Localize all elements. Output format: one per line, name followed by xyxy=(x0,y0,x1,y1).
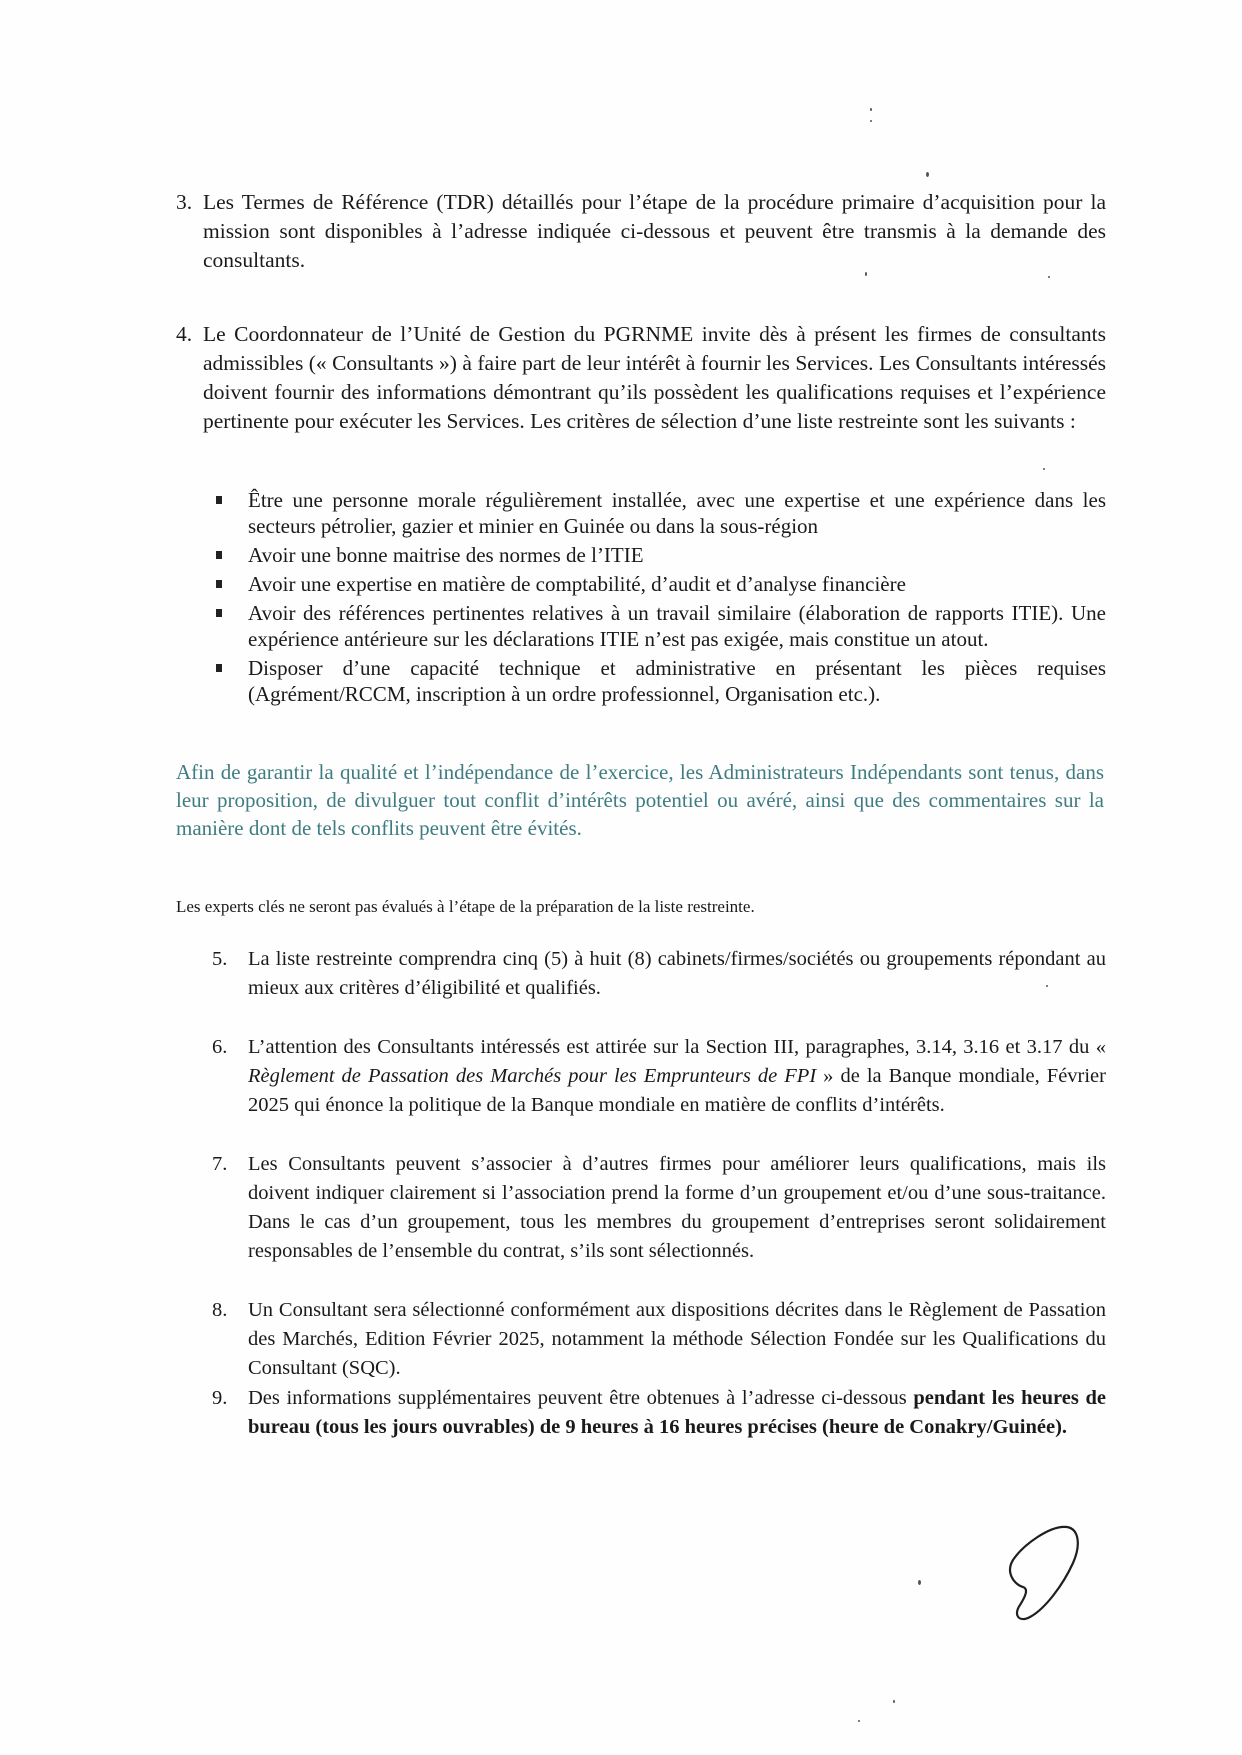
criteria-text: Avoir une expertise en matière de comptabilité, d’audit et d’analyse financière xyxy=(248,572,906,596)
scan-speck xyxy=(865,272,867,276)
bullet-square-icon xyxy=(216,551,222,559)
item-8-number: 8. xyxy=(212,1299,228,1321)
item-9-office-hours: pendant les heures de bureau (tous les jours ouvrables) de 9 heures à 16 heures précises (heure de Conakry/Guinée). xyxy=(248,1387,1106,1438)
criteria-item xyxy=(216,600,1106,652)
signature-initials xyxy=(995,1515,1095,1630)
item-9-text: Des informations supplémentaires peuvent être obtenues à l’adresse ci-dessous xyxy=(248,1387,914,1409)
criteria-text: Avoir des références pertinentes relatives à un travail similaire (élaboration de rapports ITIE). Une expérience antérieure sur les déclarations ITIE n’est pas exigée, mais constitue un atout. xyxy=(248,601,1106,651)
scan-speck xyxy=(1046,985,1048,987)
section-4 xyxy=(176,320,1106,436)
scan-speck xyxy=(1043,468,1045,470)
item-8-text: Un Consultant sera sélectionné conformément aux dispositions décrites dans le Règlement de Passation des Marchés, Edition Février 2025, notamment la méthode Sélection Fondée sur les Qualifications du Consultant (SQC). xyxy=(248,1299,1106,1379)
section-3 xyxy=(176,188,1106,275)
item-8 xyxy=(212,1296,1106,1383)
item-6-number: 6. xyxy=(212,1036,228,1058)
scan-speck xyxy=(870,120,872,122)
independence-note: Afin de garantir la qualité et l’indépendance de l’exercice, les Administrateurs Indépendants sont tenus, dans leur proposition, de divulguer tout conflit d’intérêts potentiel ou avéré, ainsi que des commentaires sur la manière dont de tels conflits peuvent être évités. xyxy=(176,760,1104,840)
item-5-number: 5. xyxy=(212,948,228,970)
criteria-item xyxy=(216,542,1106,568)
scan-speck xyxy=(926,172,929,177)
criteria-text: Disposer d’une capacité technique et administrative en présentant les pièces requises (Agrément/RCCM, inscription à un ordre professionnel, Organisation etc.). xyxy=(248,656,1106,706)
scan-speck xyxy=(870,108,872,111)
item-6-text-end: » de la Banque mondiale, Février 2025 qui énonce la politique de la Banque mondiale en matière de conflits d’intérêts. xyxy=(248,1065,1106,1116)
bullet-square-icon xyxy=(216,580,222,588)
section-4-text: Le Coordonnateur de l’Unité de Gestion du PGRNME invite dès à présent les firmes de consultants admissibles (« Consultants ») à faire part de leur intérêt à fournir les Services. Les Consultants intéressés doivent fournir des informations démontrant qu’ils possèdent les qualifications requises et l’expérience pertinente pour exécuter les Services. Les critères de sélection d’une liste restreinte sont les suivants : xyxy=(203,322,1106,433)
criteria-list xyxy=(216,487,1106,710)
section-3-text: Les Termes de Référence (TDR) détaillés pour l’étape de la procédure primaire d’acquisition pour la mission sont disponibles à l’adresse indiquée ci-dessous et peuvent être transmis à la demande des consultants. xyxy=(203,190,1106,272)
scan-speck xyxy=(858,1720,860,1722)
item-5-text: La liste restreinte comprendra cinq (5) à huit (8) cabinets/firmes/sociétés ou groupements répondant au mieux aux critères d’éligibilité et qualifiés. xyxy=(248,948,1106,999)
criteria-item xyxy=(216,655,1106,707)
item-5 xyxy=(212,945,1106,1003)
item-9 xyxy=(212,1384,1106,1442)
criteria-text: Avoir une bonne maitrise des normes de l’ITIE xyxy=(248,543,644,567)
bullet-square-icon xyxy=(216,664,222,672)
criteria-item xyxy=(216,487,1106,539)
item-7-number: 7. xyxy=(212,1153,228,1175)
bullet-square-icon xyxy=(216,496,222,504)
section-4-number: 4. xyxy=(176,322,193,346)
experts-note: Les experts clés ne seront pas évalués à l’étape de la préparation de la liste restreinte. xyxy=(176,897,755,916)
criteria-text: Être une personne morale régulièrement installée, avec une expertise et une expérience dans les secteurs pétrolier, gazier et minier en Guinée ou dans la sous-région xyxy=(248,488,1106,538)
section-3-number: 3. xyxy=(176,190,193,214)
item-6-regulation-title: Règlement de Passation des Marchés pour les Emprunteurs de FPI xyxy=(248,1065,817,1087)
scan-speck xyxy=(1048,276,1050,278)
item-7 xyxy=(212,1150,1106,1266)
bullet-square-icon xyxy=(216,609,222,617)
item-9-number: 9. xyxy=(212,1387,228,1409)
scan-speck xyxy=(918,1580,921,1585)
scan-speck xyxy=(893,1700,895,1703)
item-6 xyxy=(212,1033,1106,1120)
item-6-text: L’attention des Consultants intéressés est attirée sur la Section III, paragraphes, 3.14, 3.16 et 3.17 du « xyxy=(248,1036,1106,1058)
item-7-text: Les Consultants peuvent s’associer à d’autres firmes pour améliorer leurs qualifications, mais ils doivent indiquer clairement si l’association prend la forme d’un groupement et/ou d’une sous-traitance. Dans le cas d’un groupement, tous les membres du groupement d’entreprises seront solidairement responsables de l’ensemble du contrat, s’ils sont sélectionnés. xyxy=(248,1153,1106,1262)
criteria-item xyxy=(216,571,1106,597)
